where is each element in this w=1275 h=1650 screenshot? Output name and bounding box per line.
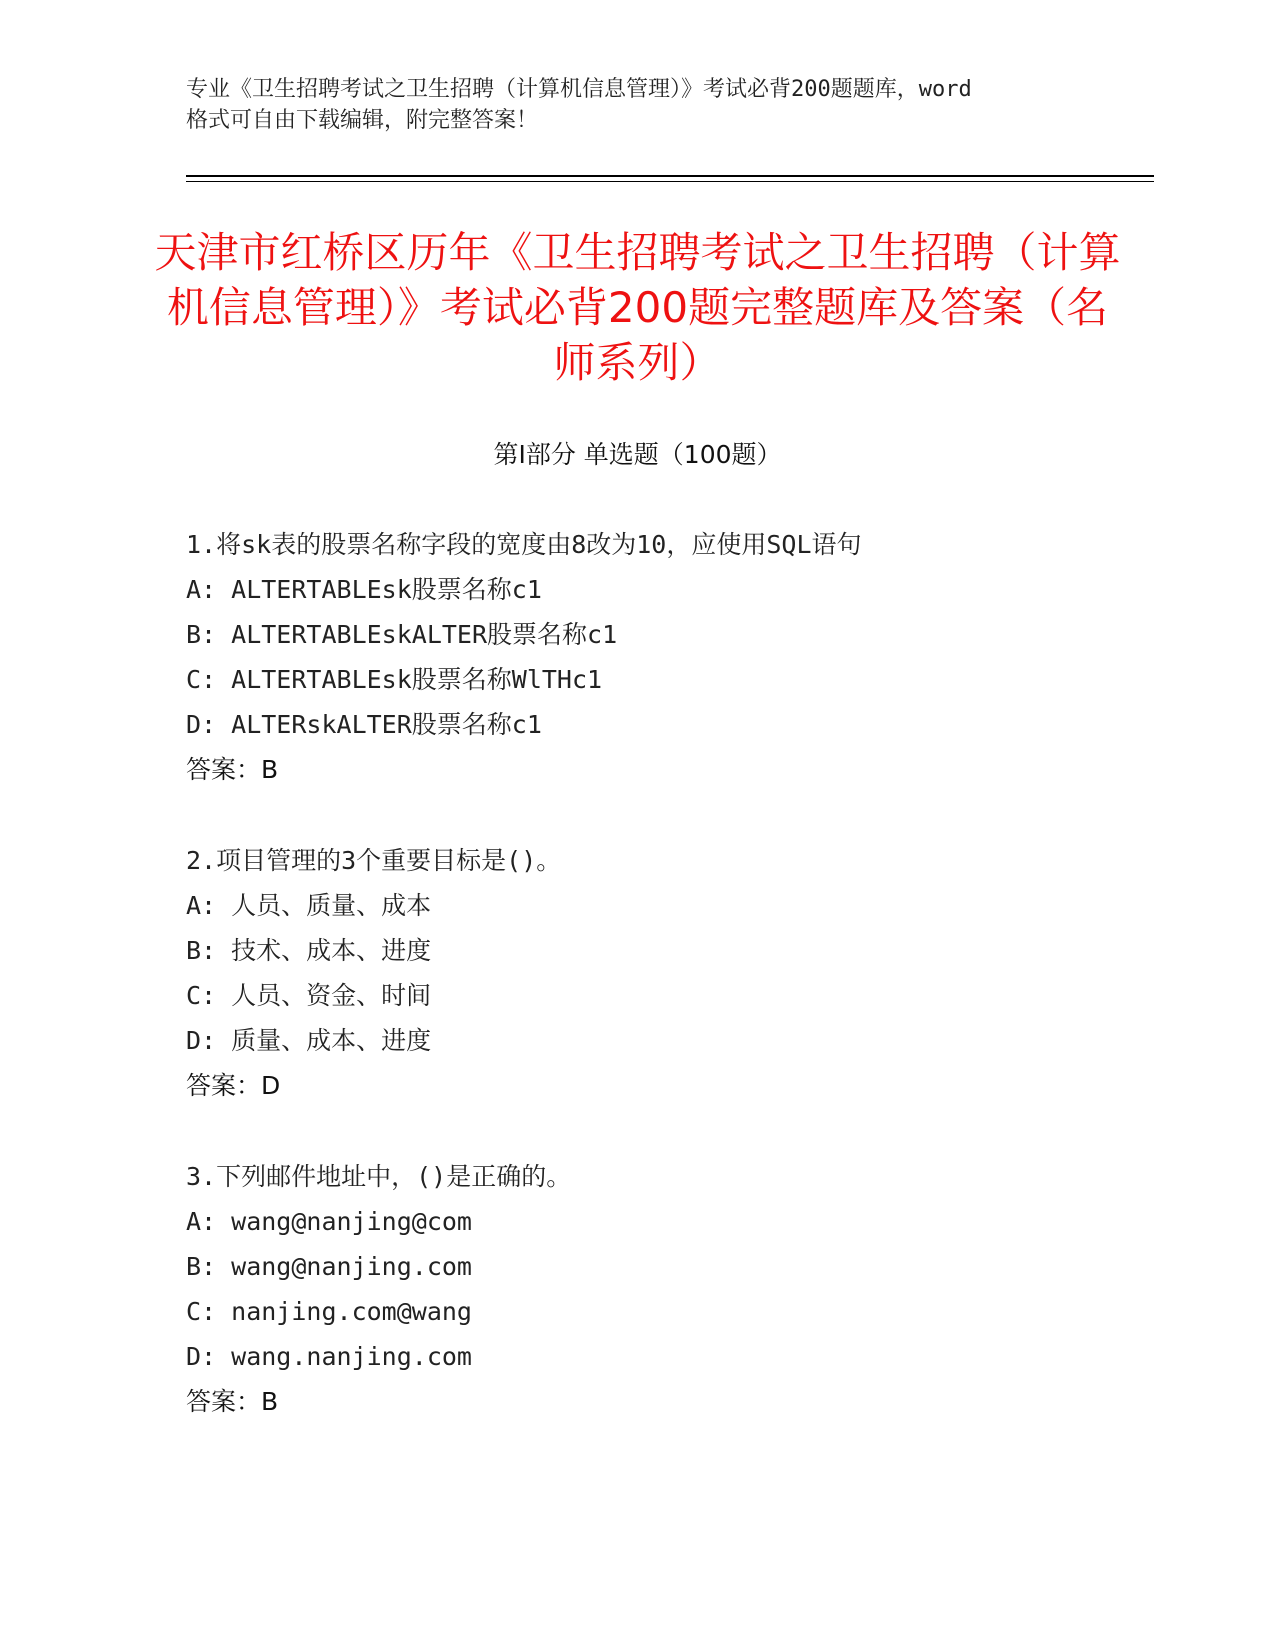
question-item xyxy=(186,1154,1146,1424)
header-divider-thin xyxy=(186,181,1154,182)
header-note-line-2: 格式可自由下载编辑，附完整答案！ xyxy=(186,108,539,133)
option-b: B: wang@nanjing.com xyxy=(186,1252,472,1281)
header-divider-thick xyxy=(186,175,1154,177)
option-d: D: ALTERskALTER股票名称c1 xyxy=(186,710,542,739)
answer-label: 答案：B xyxy=(186,1387,279,1416)
option-d: D: 质量、成本、进度 xyxy=(186,1026,432,1055)
section-title: 第Ⅰ部分 单选题（100题） xyxy=(493,440,782,469)
option-b: B: 技术、成本、进度 xyxy=(186,936,432,965)
question-stem: 3.下列邮件地址中，()是正确的。 xyxy=(186,1162,572,1191)
question-stem: 2.项目管理的3个重要目标是()。 xyxy=(186,846,562,875)
question-list xyxy=(186,522,1146,1470)
answer-label: 答案：B xyxy=(186,755,279,784)
option-a: A: 人员、质量、成本 xyxy=(186,891,432,920)
answer-label: 答案：D xyxy=(186,1071,281,1100)
option-c: C: ALTERTABLEsk股票名称WlTHc1 xyxy=(186,665,603,694)
option-a: A: wang@nanjing@com xyxy=(186,1207,472,1236)
question-item xyxy=(186,838,1146,1108)
option-b: B: ALTERTABLEskALTER股票名称c1 xyxy=(186,620,618,649)
question-item xyxy=(186,522,1146,792)
header-note-line-1: 专业《卫生招聘考试之卫生招聘（计算机信息管理）》考试必背200题题库，word xyxy=(186,77,972,102)
question-stem: 1.将sk表的股票名称字段的宽度由8改为10，应使用SQL语句 xyxy=(186,530,862,559)
option-c: C: 人员、资金、时间 xyxy=(186,981,432,1010)
option-a: A: ALTERTABLEsk股票名称c1 xyxy=(186,575,542,604)
option-c: C: nanjing.com@wang xyxy=(186,1297,472,1326)
header-note xyxy=(186,74,1086,136)
option-d: D: wang.nanjing.com xyxy=(186,1342,472,1371)
document-title: 天津市红桥区历年《卫生招聘考试之卫生招聘（计算机信息管理）》考试必背200题完整题库及答案（名师系列） xyxy=(154,228,1121,387)
